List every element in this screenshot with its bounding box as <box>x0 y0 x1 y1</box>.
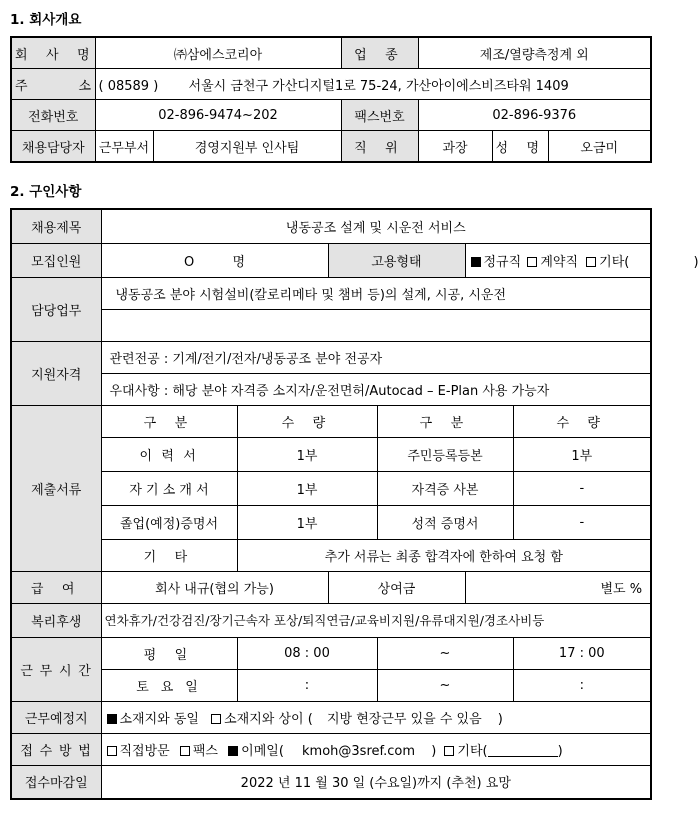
location-different: 소재지와 상이 ( <box>224 711 313 727</box>
headcount-label: 모집인원 <box>11 243 101 277</box>
doc-license-copy: 자격증 사본 <box>377 471 513 505</box>
checkbox-fulltime-checked[interactable] <box>471 257 481 267</box>
weekday-tilde: ~ <box>377 637 513 669</box>
headcount-number: O <box>183 254 195 270</box>
employment-type-label: 고용형태 <box>328 243 465 277</box>
apply-method-label: 접 수 방 법 <box>11 733 101 765</box>
location-close: ) <box>497 711 503 727</box>
address-text: 서울시 금천구 가산디지털1로 75-24, 가산아이에스비즈타워 1409 <box>188 78 569 94</box>
section-heading-company: 1. 회사개요 <box>10 12 82 28</box>
docs-header-qty-2: 수 량 <box>513 405 651 437</box>
option-other: 기타( <box>599 254 630 270</box>
company-overview-table <box>10 36 652 163</box>
fax-label: 팩스번호 <box>341 100 418 131</box>
apply-email-close: ) <box>431 743 437 759</box>
qualification-preferred: 우대사항 : 해당 분야 자격증 소지자/운전면허/Autocad – E-Plan 사용 가능자 <box>101 373 651 405</box>
apply-etc-blank[interactable] <box>488 744 558 757</box>
welfare-label: 복리후생 <box>11 603 101 637</box>
phone-value: 02-896-9474~202 <box>95 100 341 131</box>
qualification-major: 관련전공 : 기계/전기/전자/냉동공조 분야 전공자 <box>101 341 651 373</box>
doc-license-copy-qty: - <box>513 471 651 505</box>
qualification-label: 지원자격 <box>11 341 101 405</box>
saturday-tilde: ~ <box>377 669 513 701</box>
apply-etc-close: ) <box>557 743 563 759</box>
address-value <box>95 69 651 100</box>
company-name-label: 회 사 명 <box>11 37 95 69</box>
job-title: 냉동공조 설계 및 시운전 서비스 <box>101 209 651 243</box>
duty-value: 냉동공조 분야 시험설비(칼로리메타 및 챔버 등)의 설계, 시공, 시운전 <box>101 277 651 309</box>
position-value: 과장 <box>418 131 492 163</box>
doc-self-intro: 자 기 소 개 서 <box>101 471 237 505</box>
company-name: ㈜삼에스코리아 <box>95 37 341 69</box>
headcount-value <box>101 243 328 277</box>
bonus-value: 별도 % <box>465 571 651 603</box>
doc-graduation-qty: 1부 <box>237 505 377 539</box>
person-label: 성 명 <box>492 131 548 163</box>
checkbox-location-same-checked[interactable] <box>107 714 117 724</box>
checkbox-apply-email-checked[interactable] <box>228 746 238 756</box>
apply-email-address: kmoh@3sref.com <box>302 743 416 759</box>
contact-label: 채용담당자 <box>11 131 95 163</box>
docs-header-qty-1: 수 량 <box>237 405 377 437</box>
salary-value: 회사 내규(협의 가능) <box>101 571 328 603</box>
checkbox-apply-fax[interactable] <box>180 746 190 756</box>
welfare-value: 연차휴가/건강검진/장기근속자 포상/퇴직연금/교육비지원/유류대지원/경조사비등 <box>101 603 651 637</box>
duty-empty-row <box>101 309 651 341</box>
weekday-start: 08 : 00 <box>237 637 377 669</box>
weekday-end: 17 : 00 <box>513 637 651 669</box>
checkbox-contract[interactable] <box>527 257 537 267</box>
saturday-end: : <box>513 669 651 701</box>
option-other-close: ) <box>693 254 699 270</box>
dept-value: 경영지원부 인사팀 <box>153 131 341 163</box>
position-label: 직 위 <box>341 131 418 163</box>
work-hours-label: 근 무 시 간 <box>11 637 101 701</box>
apply-method-options <box>101 733 651 765</box>
doc-transcript-qty: - <box>513 505 651 539</box>
checkbox-apply-etc[interactable] <box>444 746 454 756</box>
docs-header-type-2: 구 분 <box>377 405 513 437</box>
doc-graduation: 졸업(예정)증명서 <box>101 505 237 539</box>
checkbox-other[interactable] <box>586 257 596 267</box>
doc-self-intro-qty: 1부 <box>237 471 377 505</box>
checkbox-apply-direct[interactable] <box>107 746 117 756</box>
docs-header-type-1: 구 분 <box>101 405 237 437</box>
checkbox-location-different[interactable] <box>211 714 221 724</box>
doc-resume: 이 력 서 <box>101 437 237 471</box>
apply-fax: 팩스 <box>192 743 218 759</box>
location-note: 지방 현장근무 있을 수 있음 <box>326 711 482 727</box>
postcode: ( 08589 ) <box>98 78 159 94</box>
phone-label: 전화번호 <box>11 100 95 131</box>
doc-resident-register-qty: 1부 <box>513 437 651 471</box>
weekday-label: 평 일 <box>101 637 237 669</box>
apply-direct: 직접방문 <box>119 743 170 759</box>
industry-value: 제조/열량측정계 외 <box>418 37 651 69</box>
apply-etc: 기타( <box>457 743 488 759</box>
deadline-value: 2022 년 11 월 30 일 (수요일)까지 (추천) 요망 <box>101 765 651 799</box>
section-heading-job: 2. 구인사항 <box>10 184 82 200</box>
address-label: 주 소 <box>11 69 95 100</box>
option-contract: 계약직 <box>540 254 579 270</box>
fax-value: 02-896-9376 <box>418 100 651 131</box>
documents-label: 제출서류 <box>11 405 101 571</box>
work-location-options <box>101 701 651 733</box>
headcount-unit: 명 <box>232 254 246 270</box>
duty-label: 담당업무 <box>11 277 101 341</box>
doc-etc-label: 기 타 <box>101 539 237 571</box>
saturday-start: : <box>237 669 377 701</box>
salary-label: 급 여 <box>11 571 101 603</box>
option-fulltime: 정규직 <box>483 254 522 270</box>
doc-resident-register: 주민등록등본 <box>377 437 513 471</box>
location-same: 소재지와 동일 <box>119 711 199 727</box>
bonus-label: 상여금 <box>328 571 465 603</box>
industry-label: 업 종 <box>341 37 418 69</box>
dept-label: 근무부서 <box>95 131 153 163</box>
doc-etc-value: 추가 서류는 최종 합격자에 한하여 요청 함 <box>237 539 651 571</box>
doc-transcript: 성적 증명서 <box>377 505 513 539</box>
doc-resume-qty: 1부 <box>237 437 377 471</box>
deadline-label: 접수마감일 <box>11 765 101 799</box>
work-location-label: 근무예정지 <box>11 701 101 733</box>
apply-email: 이메일( <box>241 743 284 759</box>
job-title-label: 채용제목 <box>11 209 101 243</box>
person-value: 오금미 <box>548 131 651 163</box>
job-details-table <box>10 208 699 800</box>
saturday-label: 토 요 일 <box>101 669 237 701</box>
employment-type-options <box>465 243 699 277</box>
